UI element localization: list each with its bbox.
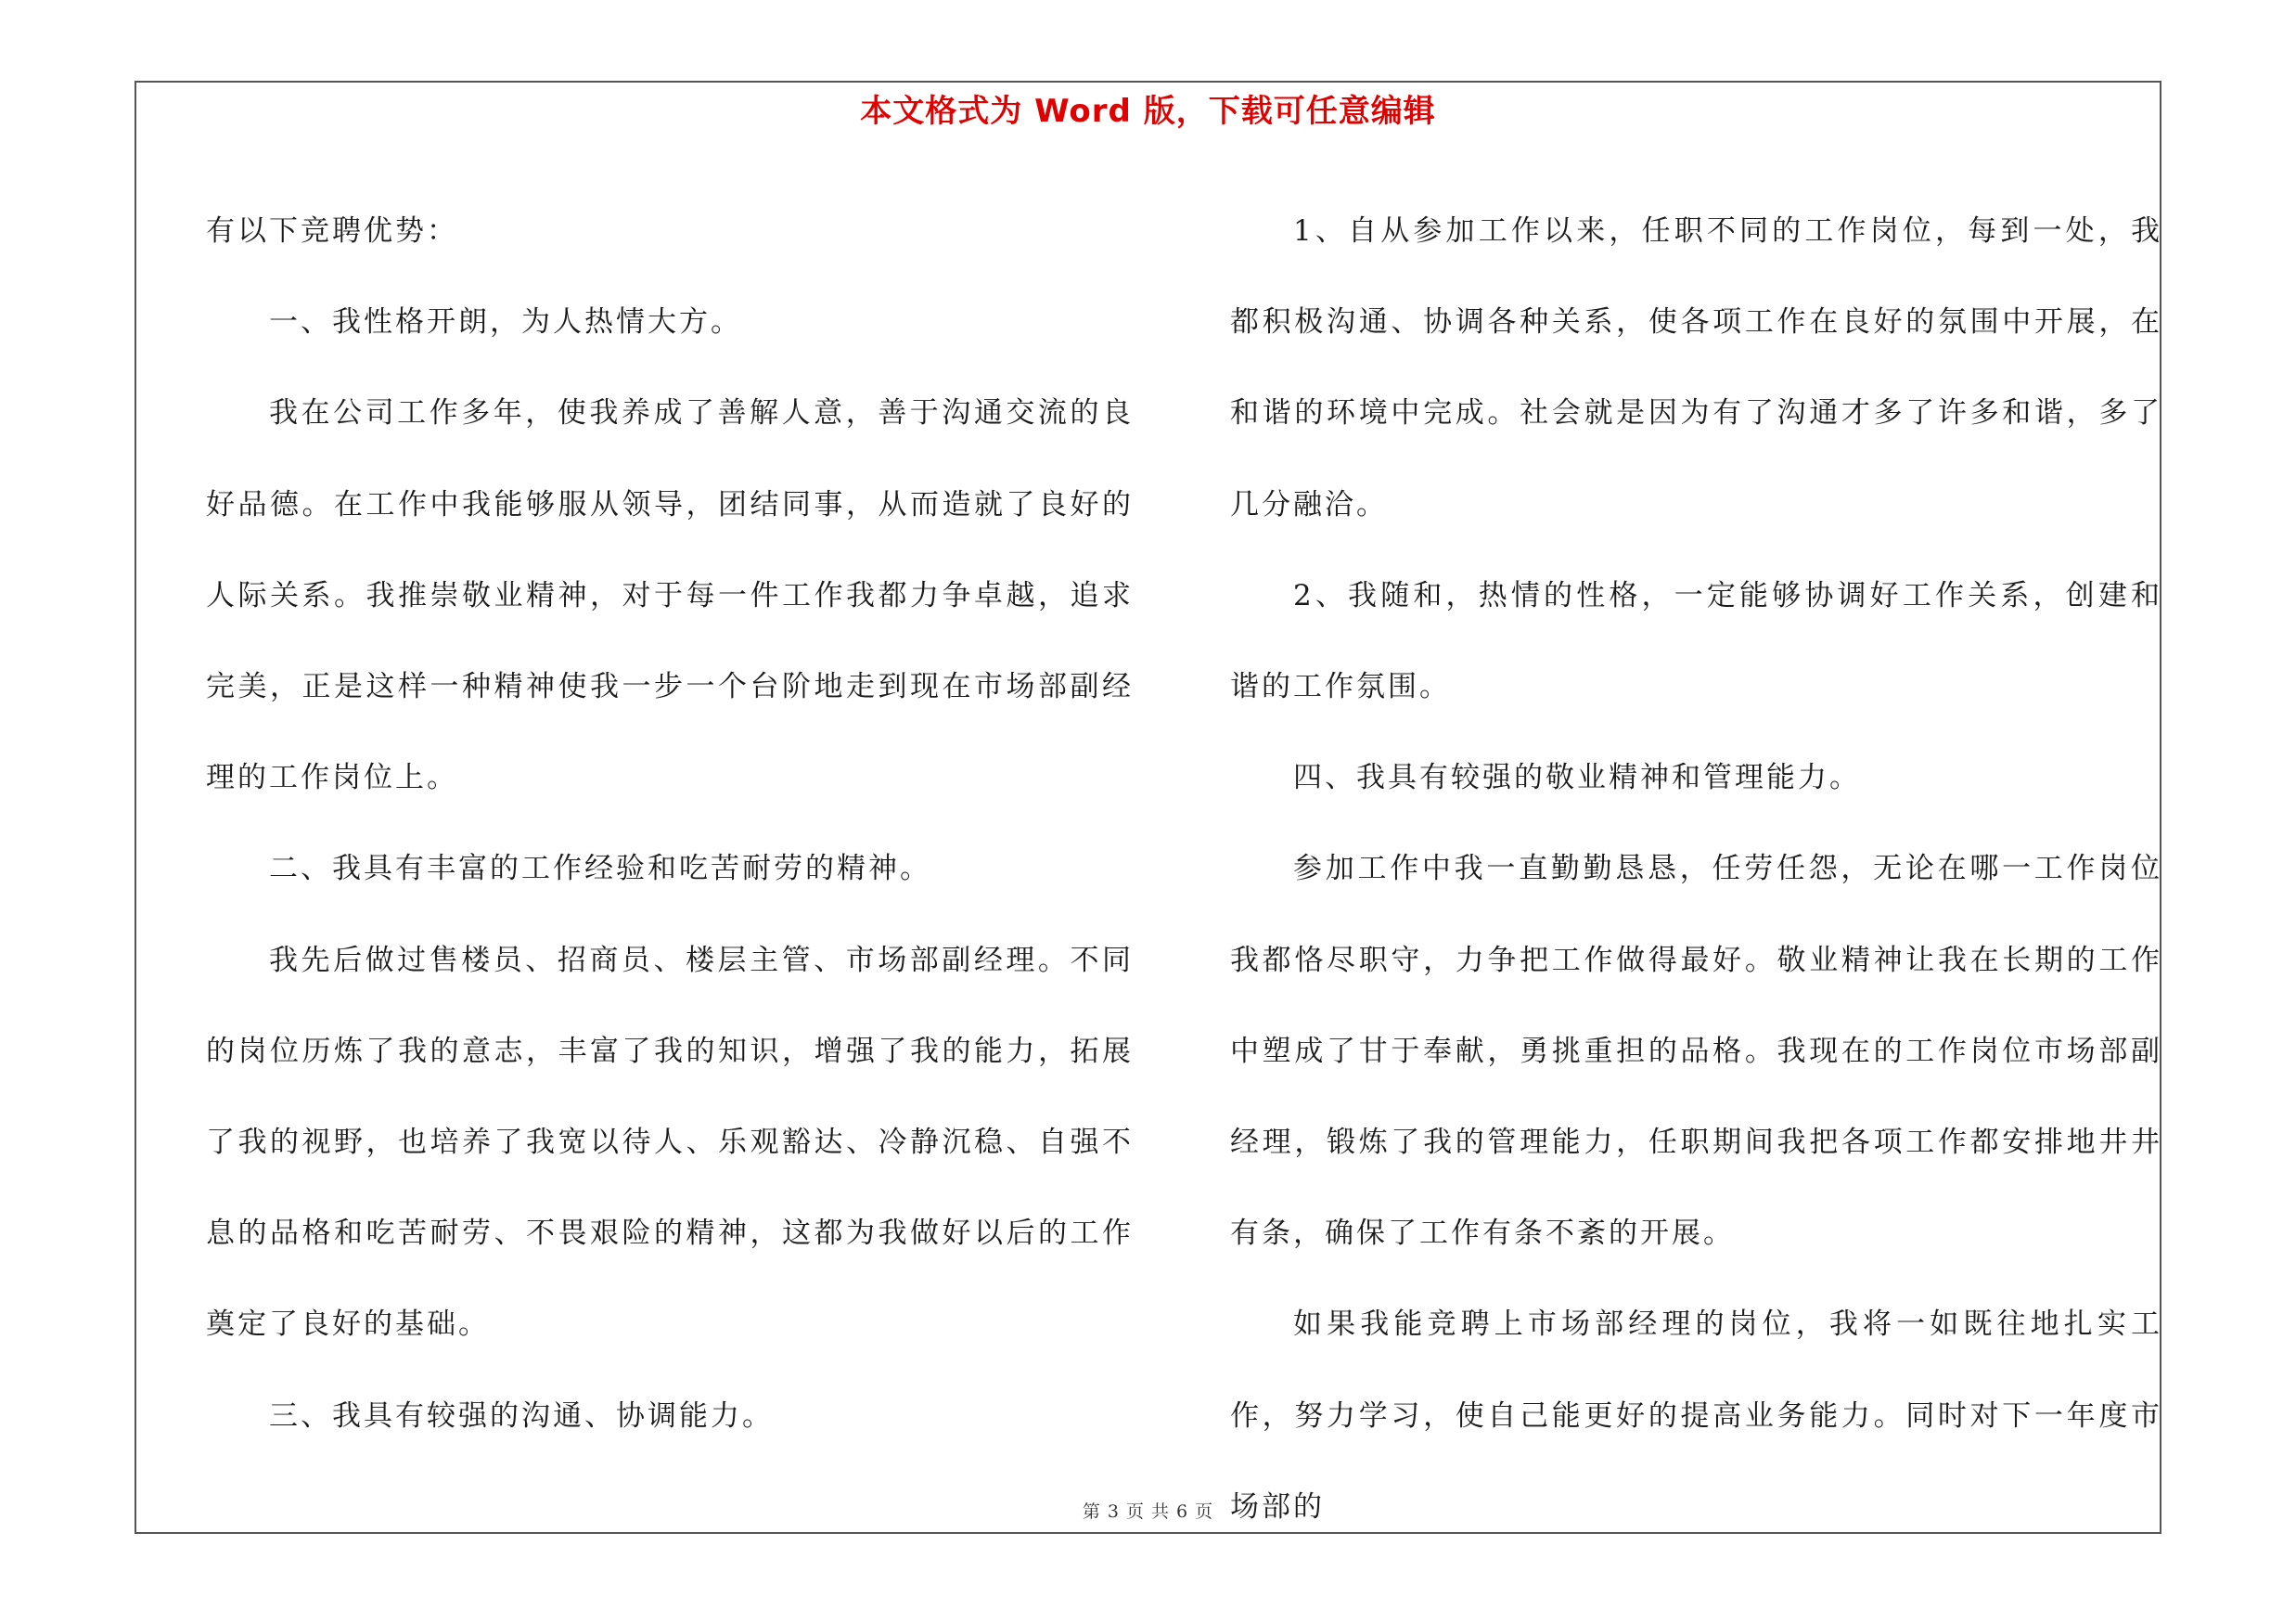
page-number: 第 3 页 共 6 页	[1082, 1501, 1214, 1522]
word-format-banner: 本文格式为 Word 版，下载可任意编辑	[860, 93, 1436, 130]
paragraph: 二、我具有丰富的工作经验和吃苦耐劳的精神。	[269, 852, 931, 886]
paragraph: 我先后做过售楼员、招商员、楼层主管、市场部副经理。不同的岗位历炼了我的意志，丰富了我的知识，增强了我的能力，拓展了我的视野，也培养了我宽以待人、乐观豁达、冷静沉稳、自强不息的品格和吃苦耐劳、不畏艰险的精神，这都为我做好以后的工作奠定了良好的基础。	[206, 943, 1134, 1342]
paragraph: 四、我具有较强的敬业精神和管理能力。	[1293, 761, 1861, 795]
paragraph: 1、自从参加工作以来，任职不同的工作岗位，每到一处，我都积极沟通、协调各种关系，使各项工作在良好的氛围中开展，在和谐的环境中完成。社会就是因为有了沟通才多了许多和谐，多了几分融洽。	[1230, 214, 2162, 522]
paragraph: 2、我随和，热情的性格，一定能够协调好工作关系，创建和谐的工作氛围。	[1230, 578, 2162, 704]
paragraph: 参加工作中我一直勤勤恳恳，任劳任怨，无论在哪一工作岗位我都恪尽职守，力争把工作做得最好。敬业精神让我在长期的工作中塑成了甘于奉献，勇挑重担的品格。我现在的工作岗位市场部副经理，锻炼了我的管理能力，任职期间我把各项工作都安排地井井有条，确保了工作有条不紊的开展。	[1230, 852, 2162, 1251]
left-column	[206, 186, 1134, 1462]
paragraph: 我在公司工作多年，使我养成了善解人意，善于沟通交流的良好品德。在工作中我能够服从领导，团结同事，从而造就了良好的人际关系。我推崇敬业精神，对于每一件工作我都力争卓越，追求完美，正是这样一种精神使我一步一个台阶地走到现在市场部副经理的工作岗位上。	[206, 396, 1134, 795]
right-column	[1230, 186, 2162, 1552]
paragraph: 有以下竞聘优势：	[206, 214, 458, 248]
paragraph: 三、我具有较强的沟通、协调能力。	[269, 1398, 774, 1433]
paragraph: 如果我能竞聘上市场部经理的岗位，我将一如既往地扎实工作，努力学习，使自己能更好的提高业务能力。同时对下一年度市场部的	[1230, 1307, 2162, 1524]
paragraph: 一、我性格开朗，为人热情大方。	[269, 305, 742, 340]
